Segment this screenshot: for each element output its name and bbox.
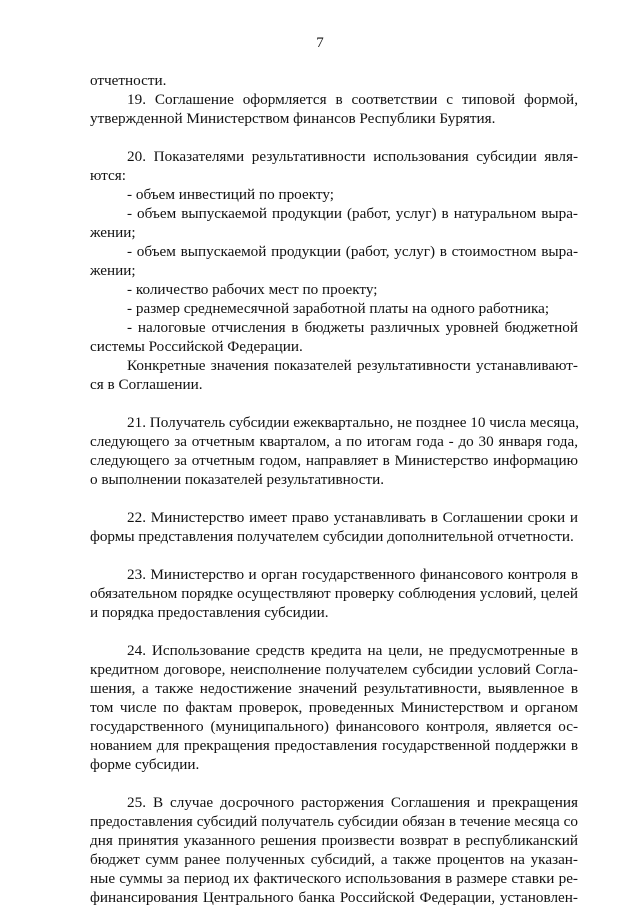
text-line: 19. Соглашение оформляется в соответствии с типовой формой, [127, 91, 578, 108]
document-body [90, 71, 578, 907]
paragraph-23 [90, 565, 578, 622]
paragraph-20 [90, 147, 578, 394]
page-number: 7 [316, 35, 324, 51]
text-line: финансирования Центрального банка Российской Федерации, установлен- [90, 889, 578, 906]
text-line: ются: [90, 167, 126, 184]
text-line: и порядка предоставления субсидии. [90, 604, 329, 621]
list-item: - объем инвестиций по проекту; [127, 186, 334, 203]
text-line: Конкретные значения показателей результативности устанавливают- [127, 357, 578, 374]
text-line: форме субсидии. [90, 756, 200, 773]
text-line: 20. Показателями результативности использования субсидии явля- [127, 148, 578, 165]
text-line: кредитном договоре, неисполнение получателем субсидии условий Согла- [90, 661, 578, 678]
text-line: шения, а также недостижение значений результативности, выявленное в [90, 680, 578, 697]
text-line: 23. Министерство и орган государственного финансового контроля в [127, 566, 578, 583]
text-line: 25. В случае досрочного расторжения Соглашения и прекращения [127, 794, 578, 811]
text-line: предоставления субсидий получатель субсидии обязан в течение месяца со [90, 813, 578, 830]
list-item: - объем выпускаемой продукции (работ, услуг) в стоимостном выра- [127, 243, 578, 260]
text-line: бюджет сумм ранее полученных субсидий, а также процентов на указан- [90, 851, 578, 868]
text-line: 22. Министерство имеет право устанавливать в Соглашении сроки и [127, 509, 578, 526]
list-item: - размер среднемесячной заработной платы на одного работника; [127, 300, 550, 317]
text-line: отчетности. [90, 72, 167, 89]
text-line: системы Российской Федерации. [90, 338, 303, 355]
paragraph-25 [90, 793, 578, 907]
text-line: обязательном порядке осуществляют проверку соблюдения условий, целей [90, 585, 578, 602]
paragraph-22 [90, 508, 578, 546]
text-line: 21. Получатель субсидии ежеквартально, не позднее 10 числа месяца, [127, 414, 580, 431]
text-line: государственного (муниципального) финансового контроля, является ос- [90, 718, 578, 735]
text-line: следующего за отчетным кварталом, а по итогам года - до 30 января года, [90, 433, 578, 450]
paragraph-21 [90, 413, 578, 489]
text-line: жении; [90, 262, 136, 279]
text-line: дня принятия указанного решения произвести возврат в республиканский [90, 832, 578, 849]
text-line: о выполнении показателей результативности. [90, 471, 385, 488]
text-line: нованием для прекращения предоставления государственной поддержки в [90, 737, 578, 754]
text-line: том числе по фактам проверок, проведенных Министерством и органом [90, 699, 578, 716]
text-line: следующего за отчетным годом, направляет в Министерство информацию [90, 452, 578, 469]
list-item: - количество рабочих мест по проекту; [127, 281, 378, 298]
text-line: ся в Соглашении. [90, 376, 203, 393]
paragraph-19 [90, 90, 578, 128]
text-line: формы представления получателем субсидии дополнительной отчетности. [90, 528, 574, 545]
list-item: - объем выпускаемой продукции (работ, услуг) в натуральном выра- [127, 205, 578, 222]
list-item: - налоговые отчисления в бюджеты различных уровней бюджетной [127, 319, 578, 336]
text-line: ные суммы за период их фактического использования в размере ставки ре- [90, 870, 578, 887]
text-line: жении; [90, 224, 136, 241]
text-line: утвержденной Министерством финансов Республики Бурятия. [90, 110, 496, 127]
text-line: 24. Использование средств кредита на цели, не предусмотренные в [127, 642, 578, 659]
paragraph-24 [90, 641, 578, 774]
